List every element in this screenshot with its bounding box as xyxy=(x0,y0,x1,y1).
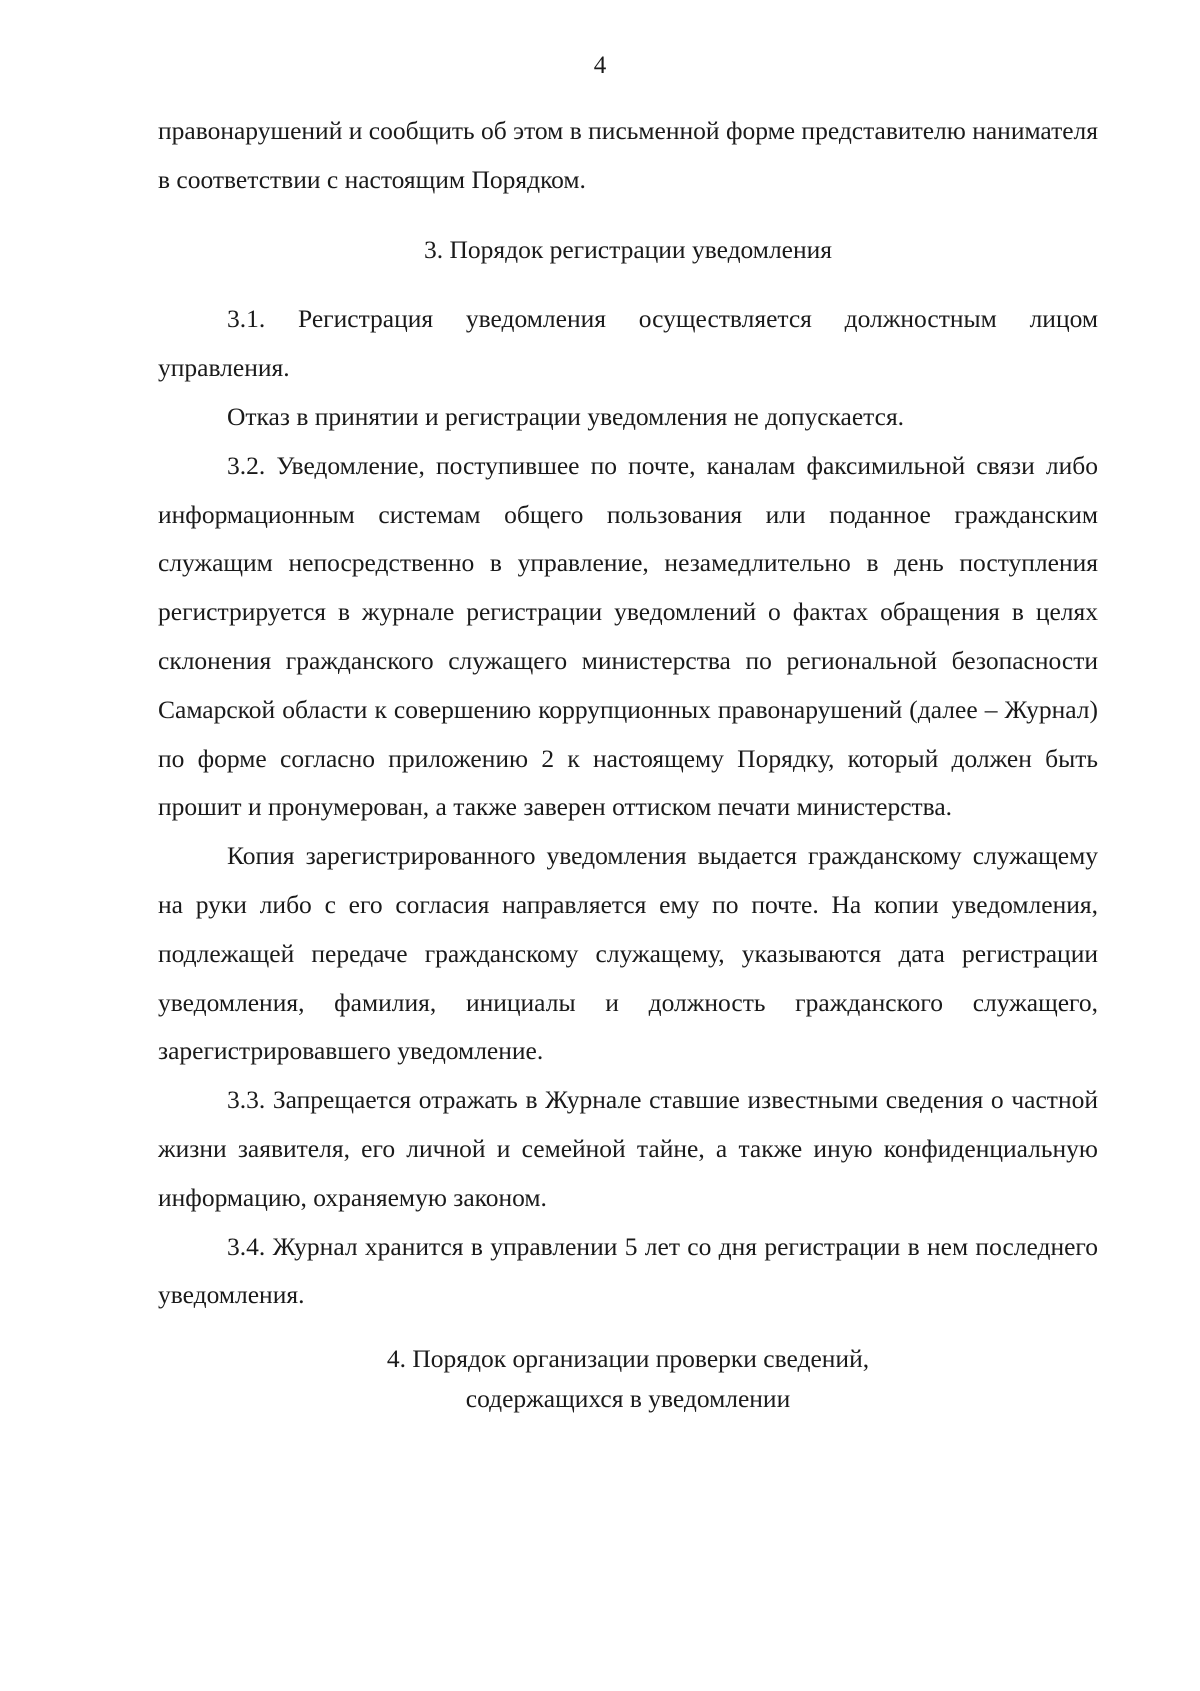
paragraph-3-2-copy: Копия зарегистрированного уведомления выдается гражданскому служащему на руки либо с его согласия направляется ему по почте. На копии уведомления, подлежащей передаче гражданскому служащему, указываются дата регистрации уведомления, фамилия, инициалы и должность гражданского служащего, зарегистрировавшего уведомление. xyxy=(158,841,1098,1066)
section-3-heading: 3. Порядок регистрации уведомления xyxy=(423,234,833,264)
paragraph-3-3: 3.3. Запрещается отражать в Журнале ставшие известными сведения о частной жизни заявителя, его личной и семейной тайне, а также иную конфиденциальную информацию, охраняемую законом. xyxy=(158,1085,1098,1212)
paragraph-3-4: 3.4. Журнал хранится в управлении 5 лет со дня регистрации в нем последнего уведомления. xyxy=(158,1231,1098,1310)
paragraph-3-1-refusal: Отказ в принятии и регистрации уведомления не допускается. xyxy=(227,401,905,431)
document-body xyxy=(158,107,1098,1419)
section-4-heading xyxy=(158,1339,1098,1419)
page-number: 4 xyxy=(593,52,607,79)
intro-paragraph: правонарушений и сообщить об этом в письменной форме представителю нанимателя в соответствии с настоящим Порядком. xyxy=(158,116,1098,194)
paragraph-3-2: 3.2. Уведомление, поступившее по почте, каналам факсимильной связи либо информационным системам общего пользования или поданное гражданским служащим непосредственно в управление, незамедлительно в день поступления регистрируется в журнале регистрации уведомлений о фактах обращения в целях склонения гражданского служащего министерства по региональной безопасности Самарской области к совершению коррупционных правонарушений (далее – Журнал) по форме согласно приложению 2 к настоящему Порядку, который должен быть прошит и пронумерован, а также заверен оттиском печати министерства. xyxy=(158,450,1098,822)
section-4-heading-line-2: содержащихся в уведомлении xyxy=(465,1384,791,1414)
section-4-heading-line-1: 4. Порядок организации проверки сведений, xyxy=(386,1344,870,1374)
paragraph-3-1: 3.1. Регистрация уведомления осуществляется должностным лицом управления. xyxy=(158,304,1098,383)
